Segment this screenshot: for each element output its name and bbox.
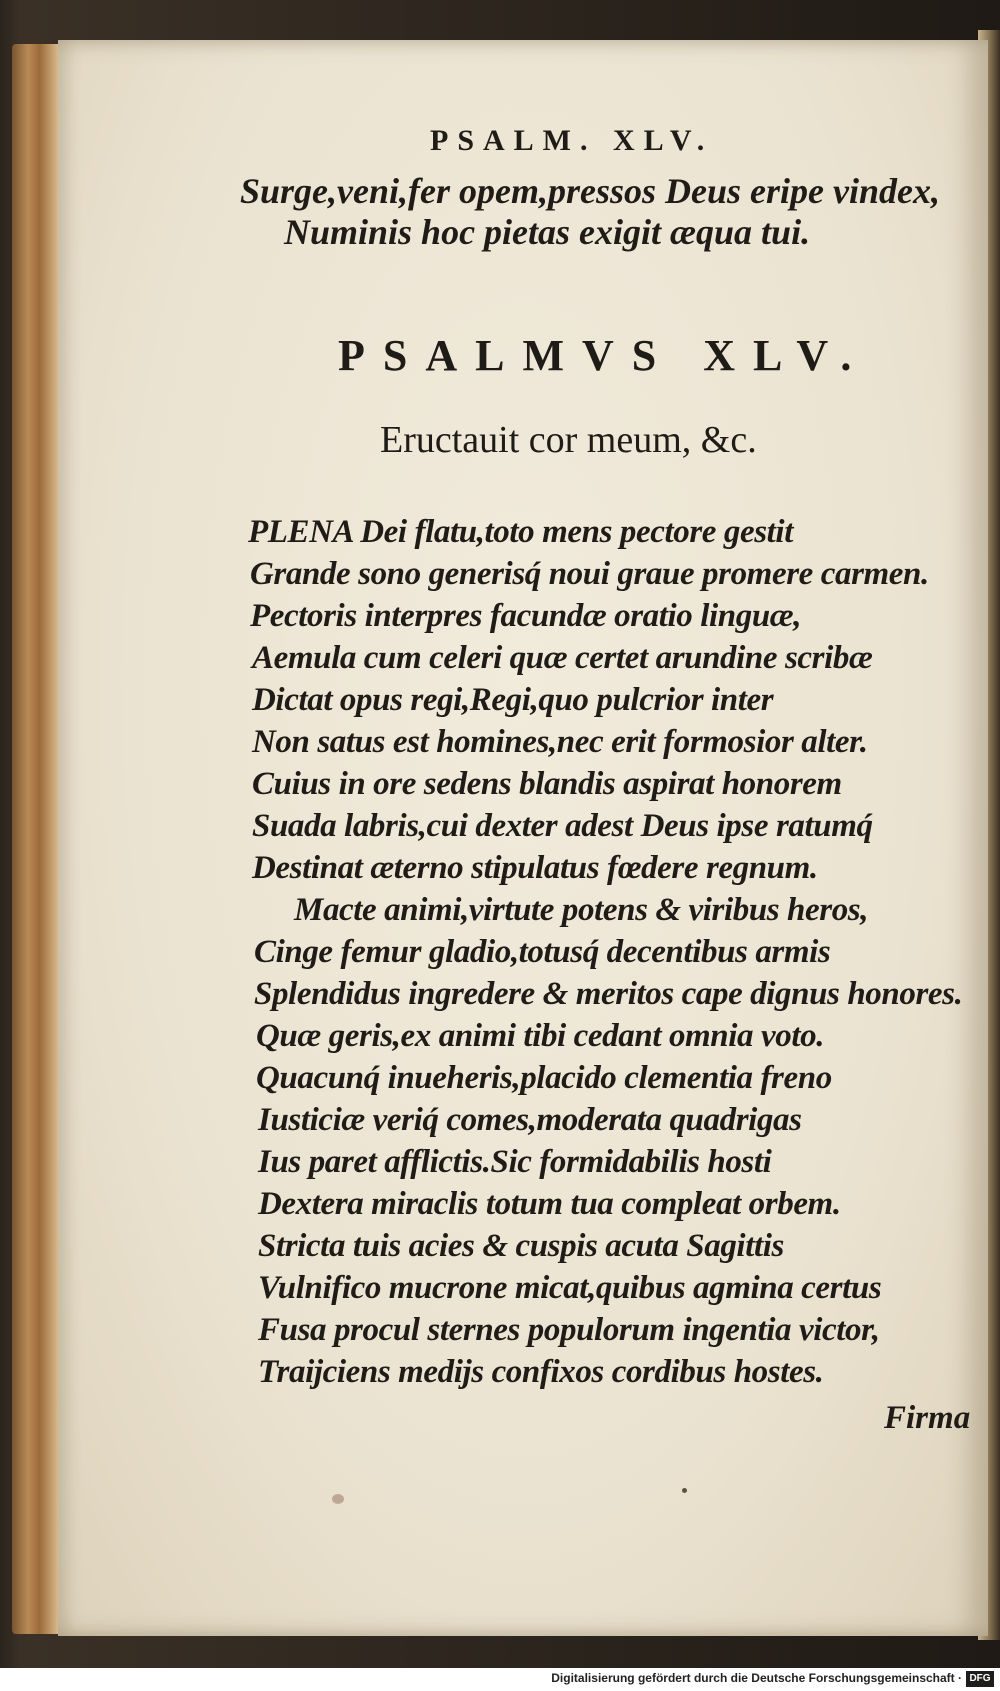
- verse-line: Traijciens medijs confixos cordibus hostes.: [258, 1354, 824, 1390]
- verse-line: Iusticiæ veriq́ comes,moderata quadrigas: [258, 1102, 802, 1138]
- catchword: Firma: [884, 1400, 971, 1436]
- verse-line: Cuius in ore sedens blandis aspirat honorem: [252, 766, 842, 802]
- verse-line: Pectoris interpres facundæ oratio linguæ,: [250, 598, 802, 634]
- dfg-logo: DFG: [966, 1671, 994, 1687]
- paper-speck: [682, 1488, 687, 1493]
- verse-line: Quæ geris,ex animi tibi cedant omnia voto.: [256, 1018, 825, 1054]
- verse-line: Suada labris,cui dexter adest Deus ipse ratumq́: [252, 808, 873, 844]
- psalm-subtitle: Eructauit cor meum, &c.: [380, 419, 757, 461]
- verse-line: Dictat opus regi,Regi,quo pulcrior inter: [252, 682, 774, 718]
- digitization-footer: [0, 1668, 1000, 1691]
- verse-line: Splendidus ingredere & meritos cape dignus honores.: [254, 976, 963, 1012]
- verse-line: Ius paret afflictis.Sic formidabilis hosti: [258, 1144, 772, 1180]
- head-line: Numinis hoc pietas exigit æqua tui.: [284, 212, 811, 252]
- verse-line: Quacunq́ inueheris,placido clementia freno: [256, 1060, 832, 1096]
- running-head: PSALM. XLV.: [430, 124, 714, 157]
- verse-line: Grande sono generisq́ noui graue promere carmen.: [250, 556, 929, 592]
- verse-line: Cinge femur gladio,totusq́ decentibus armis: [254, 934, 831, 970]
- paper-stain: [332, 1494, 344, 1504]
- psalm-title: PSALMVS XLV.: [338, 331, 870, 380]
- verse-line: Aemula cum celeri quæ certet arundine scribæ: [252, 640, 873, 676]
- footer-credit: Digitalisierung gefördert durch die Deutsche Forschungsgemeinschaft ·: [551, 1671, 962, 1685]
- verse-line: Stricta tuis acies & cuspis acuta Sagittis: [258, 1228, 784, 1264]
- verse-line: Vulnifico mucrone micat,quibus agmina certus: [258, 1270, 882, 1306]
- verse-line: PLENA Dei flatu,toto mens pectore gestit: [248, 514, 793, 550]
- verse-line: Fusa procul sternes populorum ingentia victor,: [258, 1312, 880, 1348]
- head-line: Surge,veni,fer opem,pressos Deus eripe vindex,: [240, 171, 940, 211]
- verse-line: Non satus est homines,nec erit formosior alter.: [252, 724, 868, 760]
- verse-line: Macte animi,virtute potens & viribus heros,: [294, 892, 869, 928]
- book-fore-edge: [12, 44, 58, 1634]
- verse-line: Destinat æterno stipulatus fœdere regnum.: [252, 850, 818, 886]
- verse-line: Dextera miraclis totum tua compleat orbem.: [258, 1186, 841, 1222]
